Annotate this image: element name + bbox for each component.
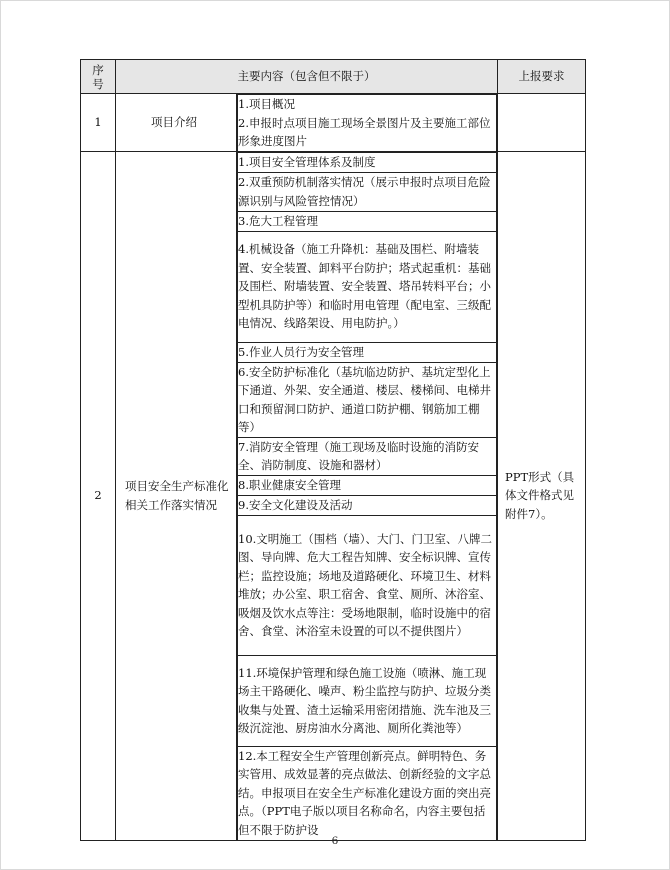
content-line: 8.职业健康安全管理 xyxy=(238,475,497,495)
row-seq: 1 xyxy=(81,94,116,152)
content-line: 1.项目概况 2.申报时点项目施工现场全景图片及主要施工部位形象进度图片 xyxy=(238,95,497,151)
content-line: 4.机械设备（施工升降机：基础及围栏、附墙装置、安全装置、卸料平台防护；塔式起重机：基础及围栏、附墙装置、安全装置、塔吊转料平台；小型机具防护等）和临时用电管理（配电室、三级配电情况、线路架设、用电防护。） xyxy=(238,231,497,342)
content-line: 11.环境保护管理和绿色施工设施（喷淋、施工现场主干路硬化、噪声、粉尘监控与防护、垃圾分类收集与处置、渣土运输采用密闭措施、洗车池及三级沉淀池、厨房油水分离池、厕所化粪池等） xyxy=(238,655,497,746)
content-line: 10.文明施工（围档（墙）、大门、门卫室、八牌二图、导向牌、危大工程告知牌、安全标识牌、宣传栏；监控设施；场地及道路硬化、环境卫生、材料堆放；办公室、职工宿舍、食堂、厕所、沐浴室、吸烟及饮水点等注：受场地限制，临时设施中的宿舍、食堂、沐浴室未设置的可以不提供图片） xyxy=(238,515,497,655)
content-line: 2.双重预防机制落实情况（展示申报时点项目危险源识别与风险管控情况） xyxy=(238,172,497,211)
header-requirement: 上报要求 xyxy=(498,60,586,94)
table-row xyxy=(81,94,586,152)
header-content: 主要内容（包含但不限于） xyxy=(116,60,498,94)
content-line: 9.安全文化建设及活动 xyxy=(238,495,497,515)
row-requirement: PPT形式（具体文件格式见附件7）。 xyxy=(498,151,586,840)
row-item: 项目安全生产标准化相关工作落实情况 xyxy=(116,151,237,840)
header-seq: 序号 xyxy=(81,60,116,94)
content-line: 12.本工程安全生产管理创新亮点。鲜明特色、务实管用、成效显著的亮点做法、创新经验的文字总结。申报项目在安全生产标准化建设方面的突出亮点。（PPT电子版以项目名称命名，内容主要包括但不限于防护设 xyxy=(238,746,497,840)
row-item: 项目介绍 xyxy=(116,94,237,152)
row-contents xyxy=(237,94,498,152)
content-line: 6.安全防护标准化（基坑临边防护、基坑定型化上下通道、外架、安全通道、楼层、楼梯间、电梯井口和预留洞口防护、通道口防护棚、钢筋加工棚等） xyxy=(238,362,497,437)
content-line: 1.项目安全管理体系及制度 xyxy=(238,152,497,172)
page-number: 6 xyxy=(331,835,339,847)
table-row xyxy=(81,151,586,840)
row-requirement xyxy=(498,94,586,152)
content-line: 5.作业人员行为安全管理 xyxy=(238,342,497,362)
table-header-row xyxy=(81,60,586,94)
row-contents xyxy=(237,151,498,840)
content-line: 7.消防安全管理（施工现场及临时设施的消防安全、消防制度、设施和器材） xyxy=(238,437,497,475)
content-line: 3.危大工程管理 xyxy=(238,211,497,231)
row-seq: 2 xyxy=(81,151,116,840)
requirements-table xyxy=(80,59,586,841)
